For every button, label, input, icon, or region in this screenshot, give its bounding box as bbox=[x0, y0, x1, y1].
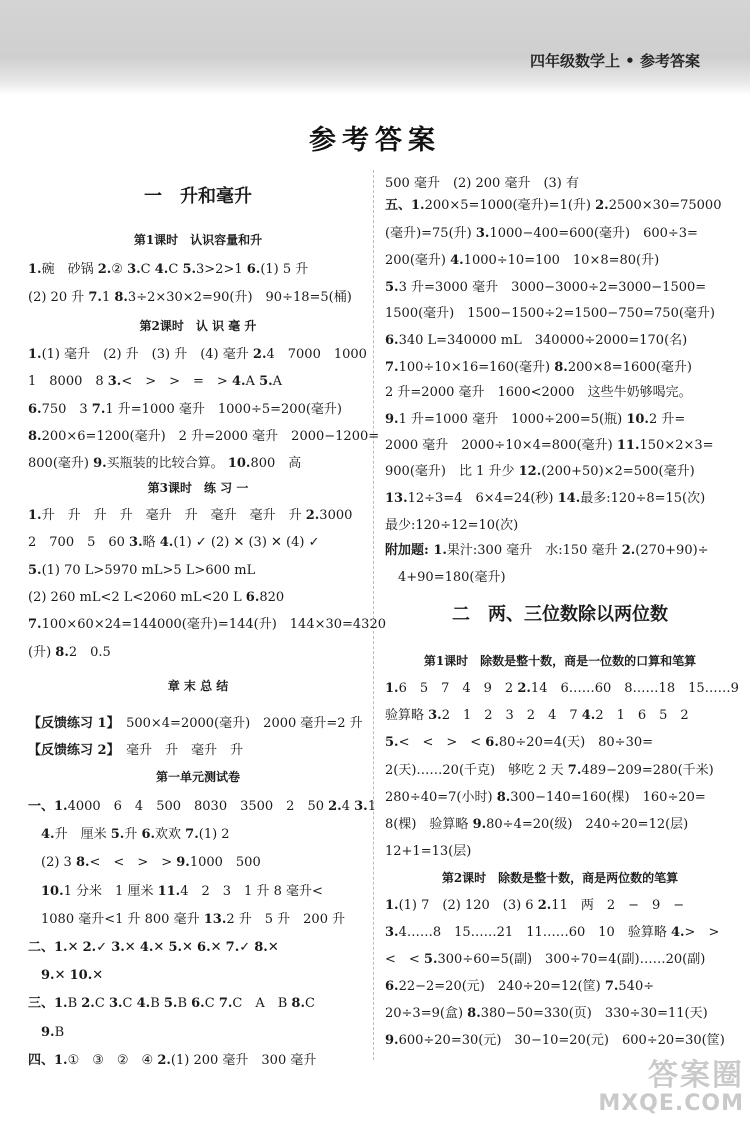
lesson-heading: 第1课时 除数是整十数，商是一位数的口算和笔算 bbox=[423, 654, 697, 668]
answer-line: 一、1.4000 6 4 500 8030 3500 2 50 2.4 3.1 bbox=[28, 799, 376, 814]
answer-line: 5.< < > < 6.80÷20=4(天) 80÷30= bbox=[385, 735, 654, 750]
answer-line: 最少:120÷12=10(次) bbox=[385, 518, 519, 533]
answer-line: 9.B bbox=[41, 1025, 65, 1040]
answer-line: 1.(1) 7 (2) 120 (3) 6 2.11 两 2 − 9 − bbox=[385, 898, 685, 913]
answer-line: 2000 毫升 2000÷10×4=800(毫升) 11.150×2×3= bbox=[385, 438, 714, 453]
answer-line: 280÷40=7(小时) 8.300−140=160(棵) 160÷20= bbox=[385, 790, 706, 805]
answer-line: 12+1=13(层) bbox=[385, 844, 472, 859]
answer-line: 附加题: 1.果汁:300 毫升 水:150 毫升 2.(270+90)÷ bbox=[385, 543, 709, 558]
answer-line: 10.1 分米 1 厘米 11.4 2 3 1 升 8 毫升< bbox=[41, 884, 323, 899]
section-heading: 二 两、三位数除以两位数 bbox=[452, 604, 668, 625]
answer-line: 9.✕ 10.✕ bbox=[41, 968, 104, 983]
answer-line: 1 8000 8 3.< > > = > 4.A 5.A bbox=[28, 374, 283, 389]
watermark-line-2: MXQE.COM bbox=[598, 1090, 744, 1116]
header-band bbox=[0, 0, 750, 95]
answer-line: 1500(毫升) 1500−1500÷2=1500−750=750(毫升) bbox=[385, 306, 715, 321]
answer-line: 四、1.① ③ ② ④ 2.(1) 200 毫升 300 毫升 bbox=[28, 1053, 317, 1068]
lesson-heading: 章 末 总 结 bbox=[167, 679, 229, 693]
answer-line: 1.升 升 升 升 毫升 升 毫升 毫升 升 2.3000 bbox=[28, 508, 353, 523]
answer-line: 2 700 5 60 3.略 4.(1) ✓ (2) ✕ (3) ✕ (4) ✓ bbox=[28, 535, 320, 550]
section-heading: 一 升和毫升 bbox=[144, 186, 252, 207]
answer-line: 13.12÷3=4 6×4=24(秒) 14.最多:120÷8=15(次) bbox=[385, 491, 706, 506]
answer-line: 6.750 3 7.1 升=1000 毫升 1000÷5=200(毫升) bbox=[28, 402, 342, 417]
watermark-line-1: 答案圈 bbox=[648, 1058, 744, 1094]
answer-line: (毫升)=75(升) 3.1000−400=600(毫升) 600÷3= bbox=[385, 226, 698, 241]
lesson-heading: 第一单元测试卷 bbox=[155, 770, 240, 784]
answer-line: 800(毫升) 9.买瓶装的比较合算。 10.800 高 bbox=[28, 456, 302, 471]
answer-line: 1.(1) 毫升 (2) 升 (3) 升 (4) 毫升 2.4 7000 1000 bbox=[28, 347, 367, 362]
answer-line: 1.6 5 7 4 9 2 2.14 6……60 8……18 15……9 bbox=[385, 681, 739, 696]
lesson-heading: 第1课时 认识容量和升 bbox=[133, 233, 263, 247]
answer-line: 【反馈练习 1】 500×4=2000(毫升) 2000 毫升=2 升 bbox=[28, 716, 363, 731]
answer-line: 20÷3=9(盒) 8.380−50=330(页) 330÷30=11(天) bbox=[385, 1006, 708, 1021]
answer-line: 五、1.200×5=1000(毫升)=1(升) 2.2500×30=75000 bbox=[385, 198, 722, 213]
answer-line: 4.升 厘米 5.升 6.欢欢 7.(1) 2 bbox=[41, 827, 230, 842]
answer-line: 5.(1) 70 L>5970 mL>5 L>600 mL bbox=[28, 563, 256, 578]
page-title: 参考答案 bbox=[309, 125, 441, 156]
answer-line: (2) 260 mL<2 L<2060 mL<20 L 6.820 bbox=[28, 590, 285, 605]
answer-line: 900(毫升) 比 1 升少 12.(200+50)×2=500(毫升) bbox=[385, 464, 695, 479]
answer-line: 8(棵) 验算略 9.80÷4=20(级) 240÷20=12(层) bbox=[385, 817, 689, 832]
answer-line: 500 毫升 (2) 200 毫升 (3) 有 bbox=[385, 176, 579, 191]
watermark bbox=[598, 1060, 744, 1115]
answer-line: 200(毫升) 4.1000÷10=100 10×8=80(升) bbox=[385, 253, 660, 268]
lesson-heading: 第3课时 练 习 一 bbox=[147, 481, 249, 495]
answer-line: 3.4……8 15……21 11……60 10 验算略 4.> > bbox=[385, 925, 720, 940]
answer-line: 【反馈练习 2】 毫升 升 毫升 升 bbox=[28, 743, 244, 758]
answer-line: (2) 20 升 7.1 8.3÷2×30×2=90(升) 90÷18=5(桶) bbox=[28, 290, 352, 305]
answer-line: 9.600÷20=30(元) 30−10=20(元) 600÷20=30(筐) bbox=[385, 1033, 725, 1048]
answer-line: < < 5.300÷60=5(副) 300÷70=4(副)……20(副) bbox=[385, 952, 706, 967]
answer-line: (升) 8.2 0.5 bbox=[28, 645, 111, 660]
answer-line: 6.340 L=340000 mL 340000÷2000=170(名) bbox=[385, 333, 688, 348]
answer-line: 二、1.✕ 2.✓ 3.✕ 4.✕ 5.✕ 6.✕ 7.✓ 8.✕ bbox=[28, 940, 279, 955]
lesson-heading: 第2课时 认 识 毫 升 bbox=[139, 319, 257, 333]
answer-line: 三、1.B 2.C 3.C 4.B 5.B 6.C 7.C A B 8.C bbox=[28, 996, 315, 1011]
header-label: 四年级数学上 • 参考答案 bbox=[529, 52, 700, 70]
lesson-heading: 第2课时 除数是整十数，商是两位数的笔算 bbox=[441, 871, 679, 885]
answer-line: 4+90=180(毫升) bbox=[385, 570, 506, 585]
answer-line: 7.100÷10×16=160(毫升) 8.200×8=1600(毫升) bbox=[385, 360, 692, 375]
answer-line: (2) 3 8.< < > > 9.1000 500 bbox=[28, 855, 261, 870]
answer-line: 9.1 升=1000 毫升 1000÷200=5(瓶) 10.2 升= bbox=[385, 412, 686, 427]
answer-line: 2 升=2000 毫升 1600<2000 这些牛奶够喝完。 bbox=[385, 385, 692, 400]
answer-line: 7.100×60×24=144000(毫升)=144(升) 144×30=4320 bbox=[28, 617, 386, 632]
answer-line: 5.3 升=3000 毫升 3000−3000÷2=3000−1500= bbox=[385, 280, 707, 295]
answer-line: 2(天)……20(千克) 够吃 2 天 7.489−209=280(千米) bbox=[385, 763, 714, 778]
answer-line: 8.200×6=1200(毫升) 2 升=2000 毫升 2000−1200= bbox=[28, 429, 380, 444]
column-divider bbox=[373, 170, 374, 1060]
answer-line: 6.22−2=20(元) 240÷20=12(筐) 7.540÷ bbox=[385, 979, 655, 994]
answer-line: 1.碗 砂锅 2.② 3.C 4.C 5.3>2>1 6.(1) 5 升 bbox=[28, 262, 309, 277]
answer-line: 1080 毫升<1 升 800 毫升 13.2 升 5 升 200 升 bbox=[28, 912, 346, 927]
answer-line: 验算略 3.2 1 2 3 2 4 7 4.2 1 6 5 2 bbox=[385, 708, 689, 723]
